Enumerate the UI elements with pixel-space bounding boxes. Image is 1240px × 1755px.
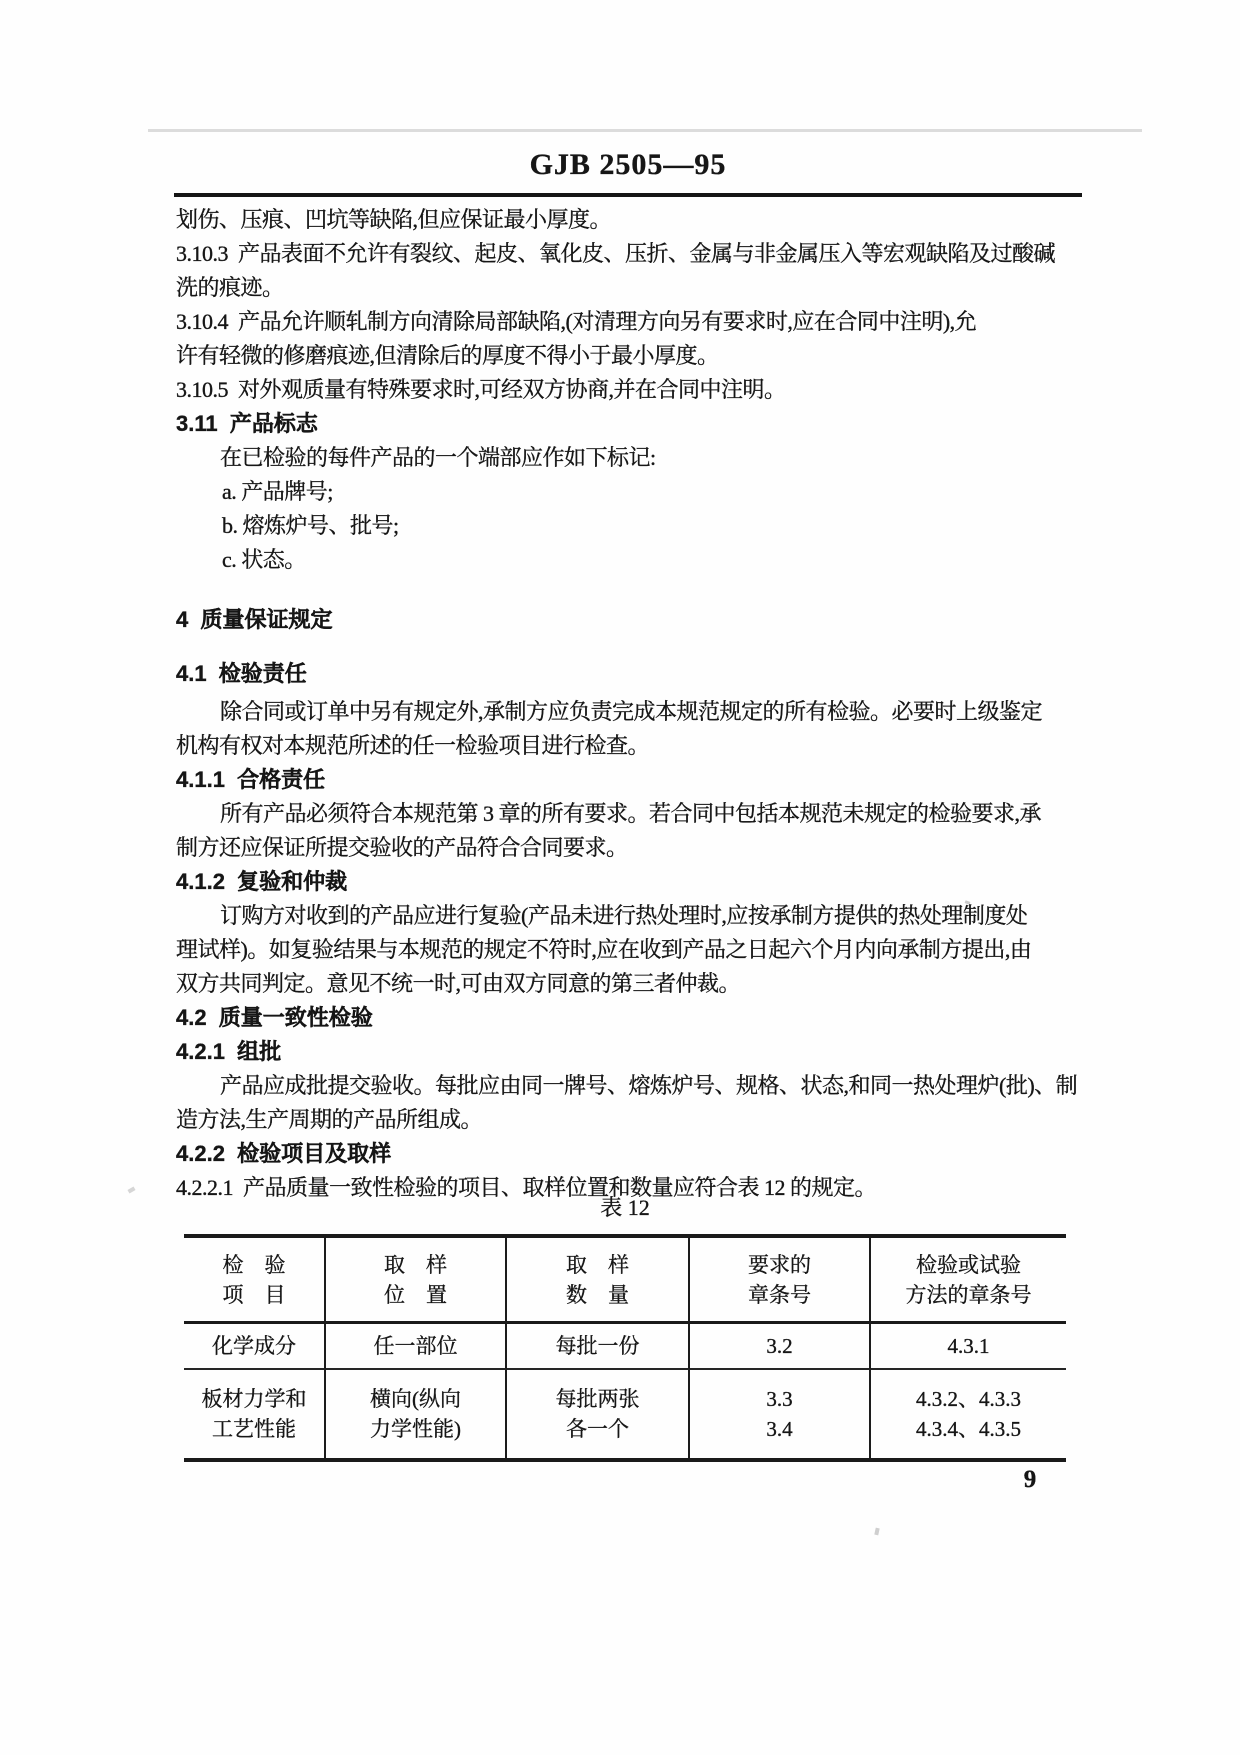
clause-4-1-1-continuation: 制方还应保证所提交验收的产品符合合同要求。 [176,835,628,860]
heading-4-2: 4.2 质量一致性检验 [176,1005,373,1030]
cell-text: 任一部位 [373,1334,458,1358]
clause-3-10-3-continuation: 洗的痕迹。 [176,275,284,300]
table-cell [184,1370,326,1458]
header-line: 项 目 [222,1282,286,1307]
clause-3-10-4-continuation: 许有轻微的修磨痕迹,但清除后的厚度不得小于最小厚度。 [176,343,719,368]
clause-4-1-2-continuation: 双方共同判定。意见不统一时,可由双方同意的第三者仲裁。 [176,971,741,996]
clause-4-2-2-1: 4.2.2.1 产品质量一致性检验的项目、取样位置和数量应符合表 12 的规定。 [176,1175,877,1200]
heading-4-2-2: 4.2.2 检验项目及取样 [176,1141,392,1166]
list-item-c: c. 状态。 [222,547,306,572]
cell-text: 4.3.2、4.3.3 [916,1387,1021,1411]
heading-4-2-1: 4.2.1 组批 [176,1039,282,1064]
cell-text: 3.2 [766,1334,793,1358]
scan-artifact-speck [127,1187,135,1194]
table-header-test-method-clause [871,1238,1066,1324]
header-line: 检验或试验 [916,1252,1021,1277]
table-cell [871,1324,1066,1370]
clause-4-1-2-continuation: 理试样)。如复验结果与本规范的规定不符时,应在收到产品之日起六个月内向承制方提出,由 [176,937,1032,962]
heading-4-1-2: 4.1.2 复验和仲裁 [176,869,348,894]
cell-text: 每批两张 [555,1387,640,1411]
table-cell [507,1370,690,1458]
clause-3-10-3: 3.10.3 产品表面不允许有裂纹、起皮、氧化皮、压折、金属与非金属压入等宏观缺陷及过酸碱 [176,241,1056,266]
header-line: 要求的 [748,1252,811,1277]
clause-3-10-4: 3.10.4 产品允许顺轧制方向清除局部缺陷,(对清理方向另有要求时,应在合同中注明),允 [176,309,977,334]
page-number: 9 [1023,1466,1037,1493]
table-cell [326,1324,507,1370]
scan-artifact-top-edge [148,129,1142,132]
heading-4-1: 4.1 检验责任 [176,661,307,686]
clause-4-2-1-continuation: 造方法,生产周期的产品所组成。 [176,1107,483,1132]
clause-4-1-2-text: 订购方对收到的产品应进行复验(产品未进行热处理时,应按承制方提供的热处理制度处 [220,903,1028,928]
cell-text: 板材力学和 [201,1387,307,1411]
table-header-sampling-quantity [507,1238,690,1324]
header-line: 取 样 [384,1252,447,1277]
clause-4-1-continuation: 机构有权对本规范所述的任一检验项目进行检查。 [176,733,650,758]
table-cell [184,1324,326,1370]
cell-text: 横向(纵向 [370,1387,461,1411]
cell-text: 化学成分 [212,1334,296,1358]
document-body [176,203,1092,1205]
cell-text: 4.3.4、4.3.5 [916,1417,1021,1441]
table-caption: 表 12 [600,1195,650,1220]
header-line: 方法的章条号 [905,1282,1032,1307]
table-cell [326,1370,507,1458]
table-cell [507,1324,690,1370]
table-cell [690,1370,871,1458]
table-cell [871,1370,1066,1458]
cell-text: 工艺性能 [212,1417,296,1441]
header-line: 数 量 [566,1282,629,1307]
cell-text: 4.3.1 [947,1334,990,1358]
table-header-requirement-clause [690,1238,871,1324]
scan-artifact-speck [874,1528,879,1536]
header-line: 章条号 [748,1282,811,1307]
heading-4: 4 质量保证规定 [176,607,333,632]
clause-4-1-text: 除合同或订单中另有规定外,承制方应负责完成本规范规定的所有检验。必要时上级鉴定 [220,699,1043,724]
standard-number-header: GJB 2505—95 [529,148,727,181]
header-line: 位 置 [384,1282,447,1307]
clause-3-11-text: 在已检验的每件产品的一个端部应作如下标记: [220,445,656,470]
list-item-a: a. 产品牌号; [222,479,333,504]
clause-3-10-5: 3.10.5 对外观质量有特殊要求时,可经双方协商,并在合同中注明。 [176,377,786,402]
table-12 [184,1234,1066,1462]
header-line: 取 样 [566,1252,629,1277]
cell-text: 力学性能) [370,1417,461,1441]
table-cell [690,1324,871,1370]
clause-3-10-2-continuation: 划伤、压痕、凹坑等缺陷,但应保证最小厚度。 [176,207,612,232]
cell-text: 每批一份 [555,1334,640,1358]
cell-text: 3.3 [766,1387,793,1411]
cell-text: 3.4 [766,1417,793,1441]
table-header-inspection-item [184,1238,326,1324]
header-line: 检 验 [222,1252,286,1277]
clause-4-1-1-text: 所有产品必须符合本规范第 3 章的所有要求。若合同中包括本规范未规定的检验要求,承 [220,801,1042,826]
list-item-b: b. 熔炼炉号、批号; [222,513,399,538]
clause-4-2-1-text: 产品应成批提交验收。每批应由同一牌号、熔炼炉号、规格、状态,和同一热处理炉(批)、制 [220,1073,1078,1098]
cell-text: 各一个 [566,1417,629,1441]
table-header-sampling-position [326,1238,507,1324]
header-rule [174,193,1082,197]
heading-3-11: 3.11 产品标志 [176,411,318,436]
heading-4-1-1: 4.1.1 合格责任 [176,767,326,792]
